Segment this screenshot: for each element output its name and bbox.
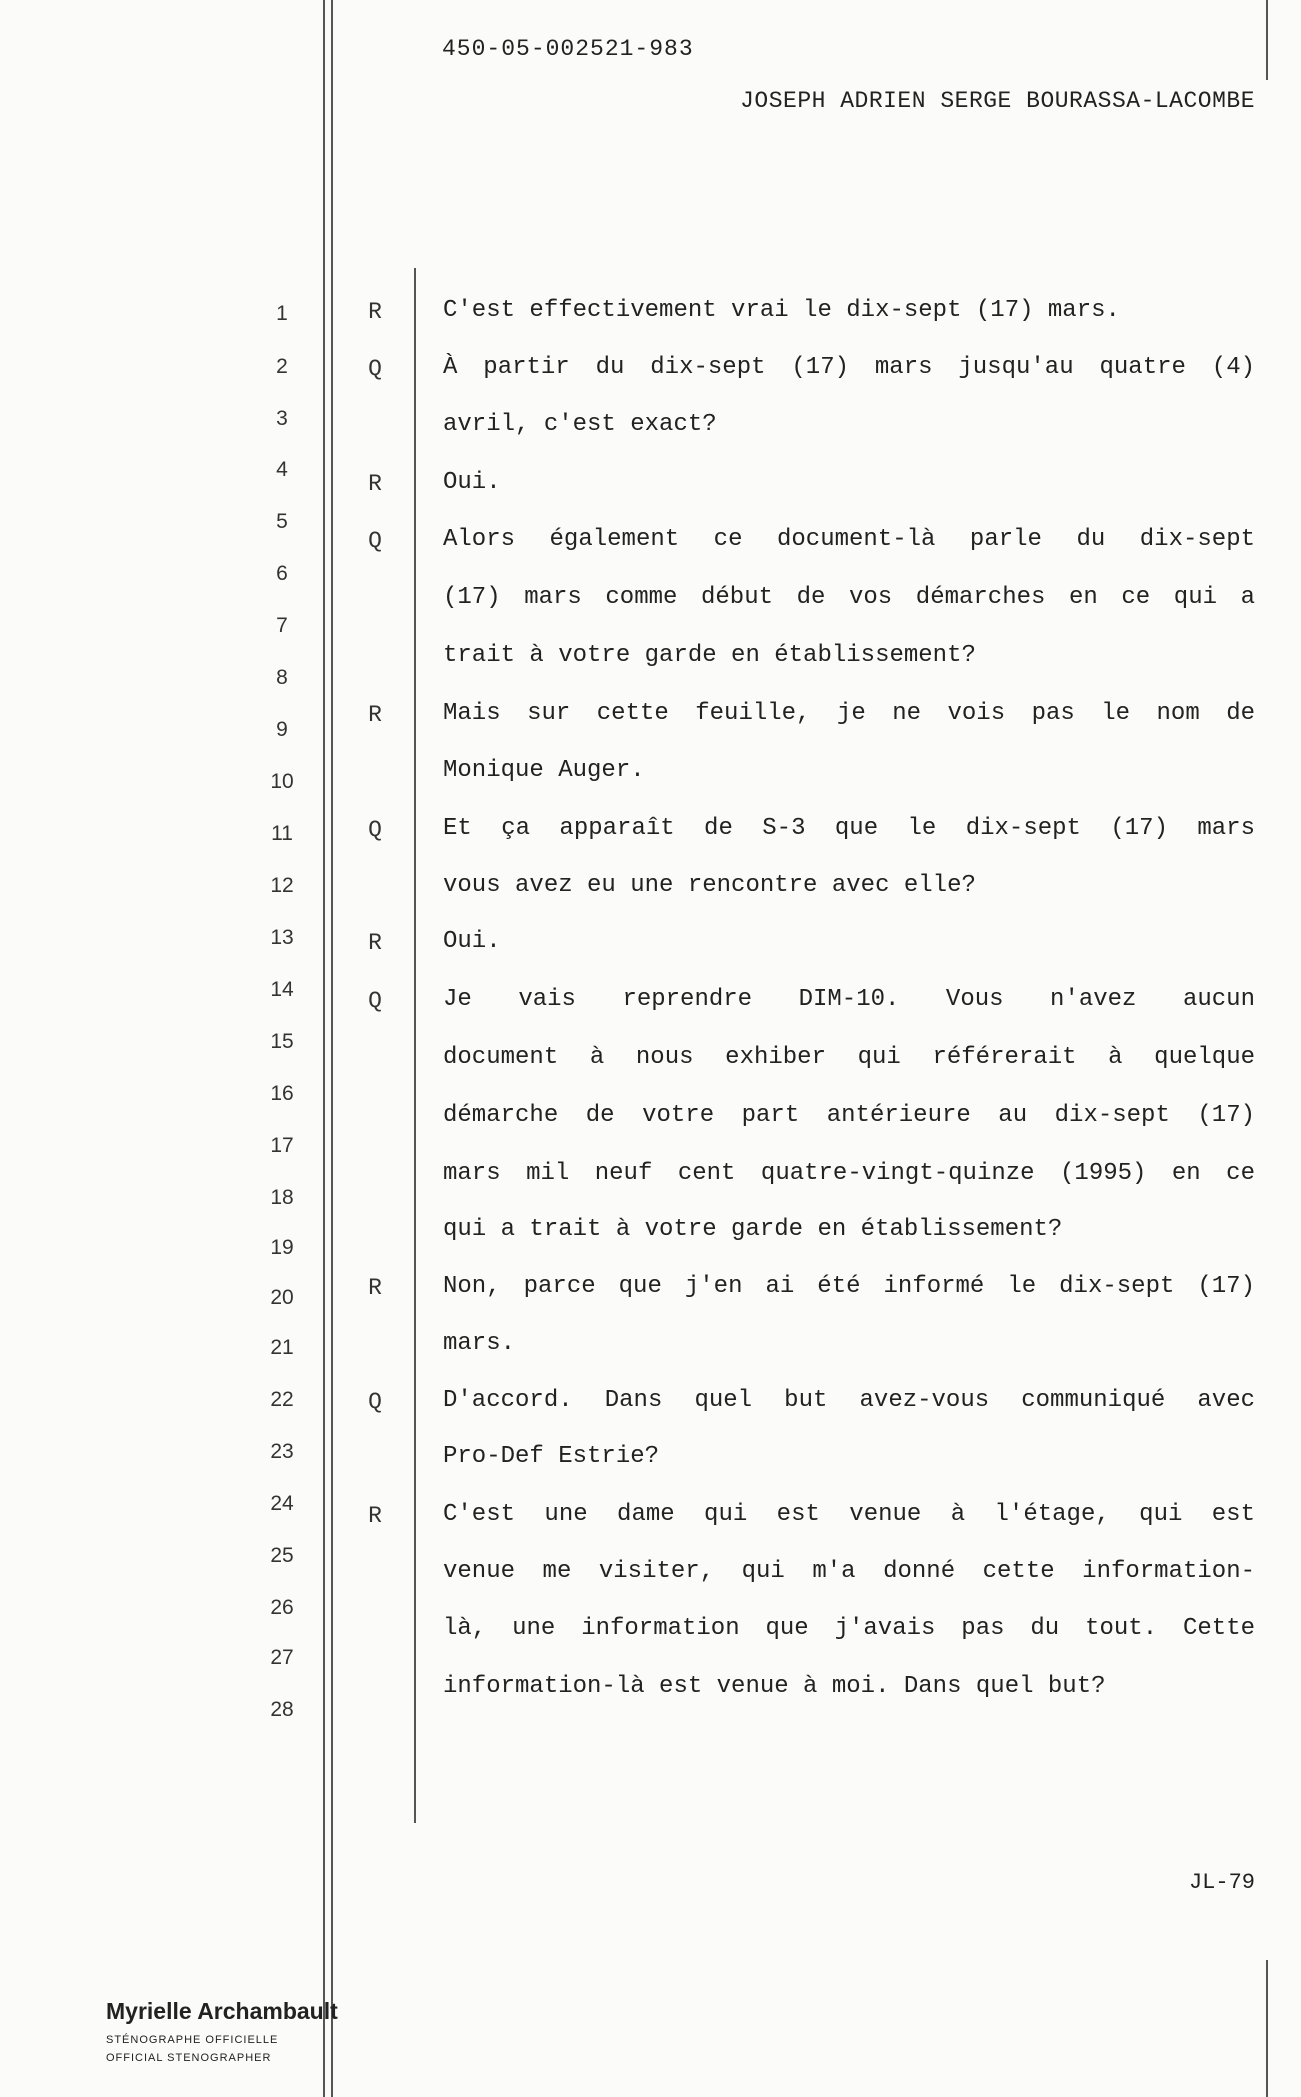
line-number: 18 (270, 1186, 294, 1209)
transcript-line: C'est une dame qui est venue à l'étage, qui est (443, 1501, 1255, 1528)
line-number: 7 (276, 614, 288, 637)
margin-rule-inner (331, 0, 333, 2097)
stenographer-title-fr: STÉNOGRAPHE OFFICIELLE (106, 2034, 279, 2046)
transcript-line: Et ça apparaît de S-3 que le dix-sept (17) mars (443, 815, 1255, 842)
transcript-line: trait à votre garde en établissement? (443, 642, 976, 669)
transcript-line: Non, parce que j'en ai été informé le dix-sept (17) (443, 1273, 1255, 1300)
line-number: 2 (276, 355, 288, 378)
line-number: 8 (276, 666, 288, 689)
transcript-line: D'accord. Dans quel but avez-vous communiqué avec (443, 1387, 1255, 1414)
line-number: 10 (270, 770, 294, 793)
margin-rule-outer (323, 0, 325, 2097)
line-number: 26 (270, 1596, 294, 1619)
stenographer-title-en: OFFICIAL STENOGRAPHER (106, 2052, 272, 2064)
line-number: 3 (276, 407, 288, 430)
right-margin-rule (1266, 0, 1268, 80)
transcript-line: vous avez eu une rencontre avec elle? (443, 872, 976, 899)
transcript-line: (17) mars comme début de vos démarches en ce qui a (443, 584, 1255, 611)
transcript-line: À partir du dix-sept (17) mars jusqu'au quatre (4) (443, 354, 1255, 381)
transcript-line: Oui. (443, 928, 501, 955)
line-number: 22 (270, 1388, 294, 1411)
line-number: 28 (270, 1698, 294, 1721)
line-number: 11 (271, 822, 293, 845)
line-number: 5 (276, 510, 288, 533)
transcript-line: venue me visiter, qui m'a donné cette information- (443, 1558, 1255, 1585)
transcript-line: Pro-Def Estrie? (443, 1443, 660, 1470)
transcript-line: Mais sur cette feuille, je ne vois pas le nom de (443, 700, 1255, 727)
line-number: 12 (270, 874, 294, 897)
witness-name: JOSEPH ADRIEN SERGE BOURASSA-LACOMBE (740, 88, 1255, 114)
case-number: 450-05-002521-983 (442, 36, 694, 62)
line-number: 20 (270, 1286, 294, 1309)
speaker-marker: R (368, 1503, 382, 1529)
line-number: 6 (276, 562, 288, 585)
transcript-line: mars. (443, 1330, 516, 1357)
speaker-marker: Q (368, 528, 382, 554)
page-code: JL-79 (1188, 1870, 1255, 1895)
line-number: 16 (270, 1082, 294, 1105)
speaker-marker: R (368, 1275, 382, 1301)
speaker-marker: Q (368, 1389, 382, 1415)
line-number: 27 (270, 1646, 294, 1669)
speaker-marker: Q (368, 817, 382, 843)
transcript-line: Oui. (443, 469, 501, 496)
line-number: 13 (270, 926, 294, 949)
transcript-line: information-là est venue à moi. Dans quel but? (443, 1673, 1106, 1700)
speaker-marker: R (368, 471, 382, 497)
line-number: 17 (270, 1134, 294, 1157)
transcript-line: démarche de votre part antérieure au dix-sept (17) (443, 1102, 1255, 1129)
line-number: 15 (270, 1030, 294, 1053)
line-number: 23 (270, 1440, 294, 1463)
line-number: 1 (276, 302, 288, 325)
speaker-marker: R (368, 702, 382, 728)
transcript-line: avril, c'est exact? (443, 411, 717, 438)
line-number: 21 (270, 1336, 294, 1359)
transcript-line: mars mil neuf cent quatre-vingt-quinze (1995) en ce (443, 1160, 1255, 1187)
line-number: 9 (276, 718, 288, 741)
transcript-line: Je vais reprendre DIM-10. Vous n'avez aucun (443, 986, 1255, 1013)
speaker-marker: Q (368, 988, 382, 1014)
line-number: 19 (270, 1236, 294, 1259)
transcript-line: là, une information que j'avais pas du tout. Cette (443, 1615, 1255, 1642)
transcript-line: C'est effectivement vrai le dix-sept (17) mars. (443, 297, 1120, 324)
speaker-marker: Q (368, 356, 382, 382)
line-number: 14 (270, 978, 294, 1001)
speaker-column-rule (414, 268, 416, 1823)
transcript-line: Monique Auger. (443, 757, 645, 784)
transcript-line: Alors également ce document-là parle du dix-sept (443, 526, 1255, 553)
right-margin-rule-lower (1266, 1960, 1268, 2097)
transcript-line: document à nous exhiber qui référerait à quelque (443, 1044, 1255, 1071)
line-number: 24 (270, 1492, 294, 1515)
line-number: 4 (276, 458, 288, 481)
speaker-marker: R (368, 930, 382, 956)
stenographer-name: Myrielle Archambault (106, 1998, 338, 2024)
transcript-line: qui a trait à votre garde en établissement? (443, 1216, 1063, 1243)
speaker-marker: R (368, 299, 382, 325)
line-number: 25 (270, 1544, 294, 1567)
